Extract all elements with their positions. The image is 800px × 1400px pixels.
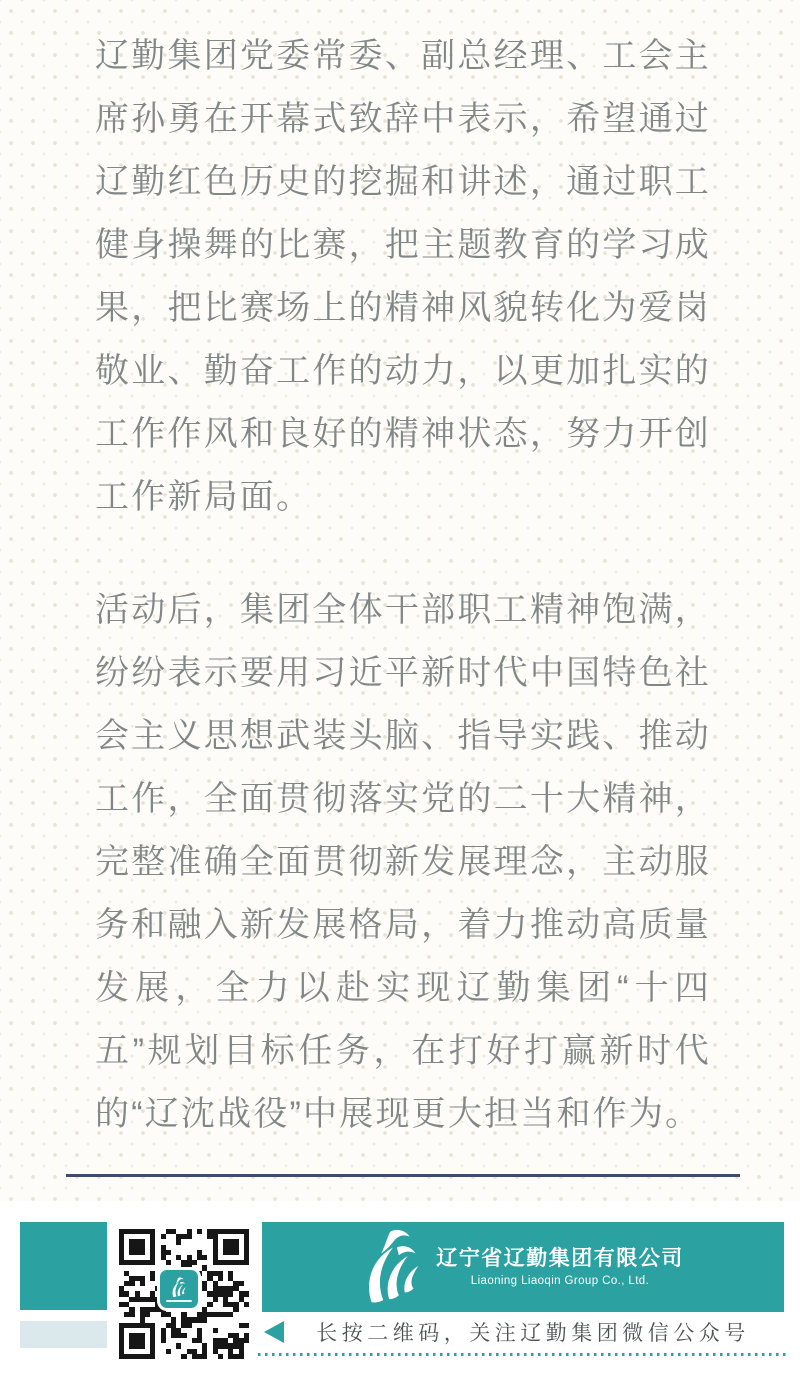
qr-caption: 长按二维码，关注辽勤集团微信公众号 bbox=[316, 1322, 750, 1345]
company-banner bbox=[262, 1222, 784, 1312]
company-name-en: Liaoning Liaoqin Group Co., Ltd. bbox=[470, 1274, 650, 1287]
qr-caption-strip bbox=[262, 1316, 784, 1348]
footer bbox=[0, 1201, 800, 1400]
qr-code[interactable] bbox=[114, 1224, 254, 1364]
footer-light-block bbox=[20, 1321, 107, 1348]
dotted-rule bbox=[258, 1353, 790, 1356]
qr-logo-caption-line bbox=[166, 1300, 192, 1302]
article-paragraph: 活动后，集团全体干部职工精神饱满，纷纷表示要用习近平新时代中国特色社会主义思想武装头脑、指导实践、推动工作，全面贯彻落实党的二十大精神，完整准确全面贯彻新发展理念，主动服务和融入新发展格局，着力推动高质量发展，全力以赴实现辽勤集团“十四五”规划目标任务，在打好打赢新时代的“辽沈战役”中展现更大担当和作为。 bbox=[95, 591, 711, 1133]
article-paragraph: 辽勤集团党委常委、副总经理、工会主席孙勇在开幕式致辞中表示，希望通过辽勤红色历史的挖掘和讲述，通过职工健身操舞的比赛，把主题教育的学习成果，把比赛场上的精神风貌转化为爱岗敬业、勤奋工作的动力，以更加扎实的工作作风和良好的精神状态，努力开创工作新局面。 bbox=[95, 37, 711, 516]
phoenix-logo-icon bbox=[362, 1228, 424, 1306]
qr-center-logo bbox=[160, 1270, 198, 1308]
company-name: 辽宁省辽勤集团有限公司 bbox=[436, 1246, 684, 1270]
article-text-block bbox=[95, 25, 711, 1196]
footer-accent-block bbox=[20, 1222, 107, 1310]
phoenix-icon bbox=[171, 1277, 187, 1298]
section-divider bbox=[66, 1174, 740, 1177]
company-name-group bbox=[436, 1246, 684, 1289]
left-triangle-icon bbox=[264, 1321, 284, 1343]
